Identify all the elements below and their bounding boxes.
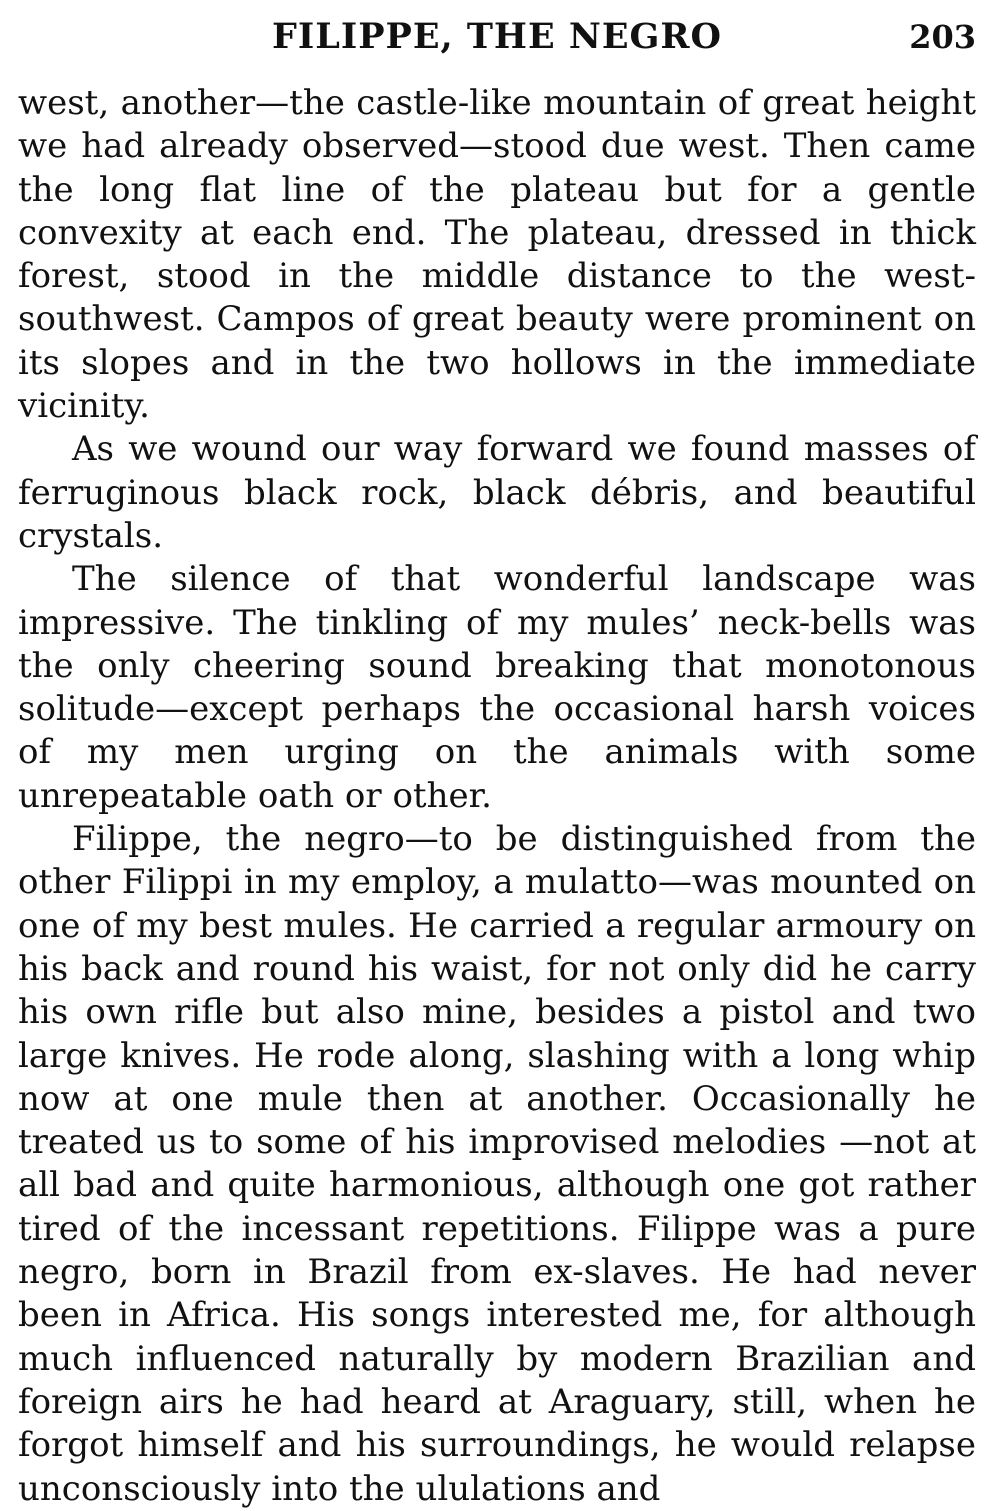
body-text: [18, 82, 976, 1511]
paragraph-2: As we wound our way forward we found masses of ferruginous black rock, black débris, and beautiful crystals.: [18, 429, 976, 556]
page-number: 203: [909, 18, 976, 56]
paragraph-4: Filippe, the negro—to be distinguished from the other Filippi in my employ, a mulatto—was mounted on one of my best mules. He carried a regular armoury on his back and round his waist, for not only did he carry his own rifle but also mine, besides a pistol and two large knives. He rode along, slashing with a long whip now at one mule then at another. Occasionally he treated us to some of his improvised melodies —not at all bad and quite harmonious, although one got rather tired of the incessant repetitions. Filippe was a pure negro, born in Brazil from ex-slaves. He had never been in Africa. His songs interested me, for although much influenced naturally by modern Brazilian and foreign airs he had heard at Araguary, still, when he forgot himself and his surroundings, he would relapse unconsciously into the ululations and: [18, 819, 976, 1509]
running-title: FILIPPE, THE NEGRO: [272, 16, 722, 57]
paragraph-1: west, another—the castle-like mountain of great height we had already observed—stood due west. Then came the long flat line of the plateau but for a gentle convexity at each end. The plateau, dressed in thick forest, stood in the middle distance to the west-southwest. Campos of great beauty were prominent on its slopes and in the two hollows in the immediate vicinity.: [18, 83, 976, 427]
book-page: [18, 14, 976, 1511]
running-head: [18, 14, 976, 60]
paragraph-3: The silence of that wonderful landscape was impressive. The tinkling of my mules’ neck-bells was the only cheering sound breaking that monotonous solitude—except perhaps the occasional harsh voices of my men urging on the animals with some unrepeatable oath or other.: [18, 559, 976, 816]
